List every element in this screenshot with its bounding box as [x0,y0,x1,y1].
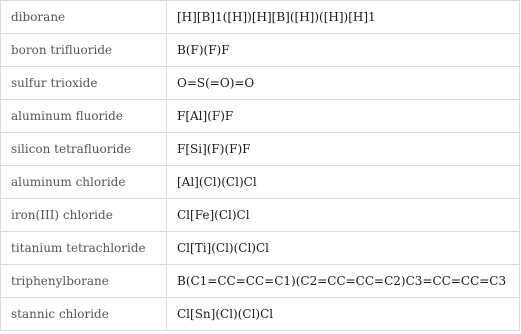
compound-name: sulfur trioxide [1,67,167,100]
compound-name: diborane [1,1,167,34]
table-row [1,67,520,100]
table-row [1,34,520,67]
compound-name: stannic chloride [1,298,167,331]
compound-name: aluminum fluoride [1,100,167,133]
compound-smiles: Cl[Fe](Cl)Cl [167,199,520,232]
table-row [1,1,520,34]
compound-smiles: F[Si](F)(F)F [167,133,520,166]
table-row [1,265,520,298]
compound-smiles: [Al](Cl)(Cl)Cl [167,166,520,199]
compound-name: triphenylborane [1,265,167,298]
compound-smiles: Cl[Ti](Cl)(Cl)Cl [167,232,520,265]
compound-name: iron(III) chloride [1,199,167,232]
table-row [1,199,520,232]
compound-smiles: F[Al](F)F [167,100,520,133]
table-row [1,232,520,265]
compound-smiles: B(F)(F)F [167,34,520,67]
table-row [1,298,520,331]
compound-name: aluminum chloride [1,166,167,199]
compound-smiles: B(C1=CC=CC=C1)(C2=CC=CC=C2)C3=CC=CC=C3 [167,265,520,298]
compound-smiles: Cl[Sn](Cl)(Cl)Cl [167,298,520,331]
table-row [1,100,520,133]
table-row [1,166,520,199]
compound-name: boron trifluoride [1,34,167,67]
compound-smiles: O=S(=O)=O [167,67,520,100]
compound-smiles: [H][B]1([H])[H][B]([H])([H])[H]1 [167,1,520,34]
compound-name: silicon tetrafluoride [1,133,167,166]
compound-name: titanium tetrachloride [1,232,167,265]
table-row [1,133,520,166]
